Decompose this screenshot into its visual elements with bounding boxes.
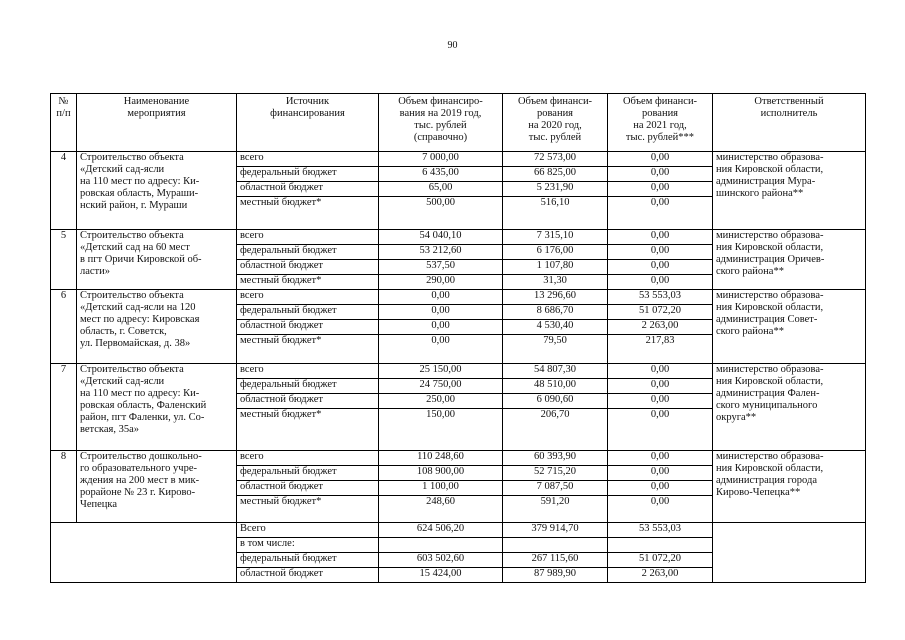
responsible-executor bbox=[713, 364, 866, 451]
amount-2019: 250,00 bbox=[379, 394, 503, 409]
responsible-line: ского района** bbox=[716, 326, 784, 337]
amount-2020: 5 231,90 bbox=[503, 182, 608, 197]
totals-label: в том числе: bbox=[237, 538, 379, 553]
amount-2020: 60 393,90 bbox=[503, 451, 608, 466]
table-row bbox=[51, 364, 866, 379]
amount-2020: 54 807,30 bbox=[503, 364, 608, 379]
totals-2021: 51 072,20 bbox=[608, 553, 713, 568]
amount-2019: 500,00 bbox=[379, 197, 503, 230]
responsible-executor bbox=[713, 290, 866, 364]
amount-2019: 537,50 bbox=[379, 260, 503, 275]
activity-name-line: ласти» bbox=[80, 266, 111, 277]
amount-2019: 24 750,00 bbox=[379, 379, 503, 394]
activity-name-line: ул. Первомайская, д. 38» bbox=[80, 338, 191, 349]
funding-source: областной бюджет bbox=[237, 394, 379, 409]
totals-2019: 15 424,00 bbox=[379, 568, 503, 583]
activity-name-line: на 110 мест по адресу: Ки- bbox=[80, 176, 200, 187]
amount-2020: 48 510,00 bbox=[503, 379, 608, 394]
activity-name bbox=[77, 290, 237, 364]
totals-2020: 87 989,90 bbox=[503, 568, 608, 583]
totals-2021: 53 553,03 bbox=[608, 523, 713, 538]
amount-2021: 0,00 bbox=[608, 152, 713, 167]
row-number: 5 bbox=[51, 230, 77, 290]
funding-source: областной бюджет bbox=[237, 320, 379, 335]
amount-2021: 0,00 bbox=[608, 260, 713, 275]
amount-2019: 53 212,60 bbox=[379, 245, 503, 260]
amount-2020: 52 715,20 bbox=[503, 466, 608, 481]
amount-2020: 79,50 bbox=[503, 335, 608, 364]
amount-2020: 6 176,00 bbox=[503, 245, 608, 260]
activity-name-line: ровская область, Фаленский bbox=[80, 400, 207, 411]
activity-name-line: ровская область, Мураши- bbox=[80, 188, 199, 199]
responsible-line: ского района** bbox=[716, 266, 784, 277]
table-row bbox=[51, 152, 866, 167]
funding-source: местный бюджет* bbox=[237, 197, 379, 230]
totals-2019 bbox=[379, 538, 503, 553]
amount-2019: 6 435,00 bbox=[379, 167, 503, 182]
amount-2021: 0,00 bbox=[608, 379, 713, 394]
activity-name-line: «Детский сад на 60 мест bbox=[80, 242, 190, 253]
amount-2021: 0,00 bbox=[608, 409, 713, 451]
amount-2019: 65,00 bbox=[379, 182, 503, 197]
totals-label: Всего bbox=[237, 523, 379, 538]
amount-2021: 51 072,20 bbox=[608, 305, 713, 320]
amount-2021: 0,00 bbox=[608, 394, 713, 409]
page-number: 90 bbox=[447, 40, 458, 51]
amount-2021: 2 263,00 bbox=[608, 320, 713, 335]
amount-2019: 248,60 bbox=[379, 496, 503, 523]
amount-2020: 206,70 bbox=[503, 409, 608, 451]
header-source: Источник финансирования bbox=[237, 94, 379, 152]
amount-2019: 7 000,00 bbox=[379, 152, 503, 167]
amount-2019: 54 040,10 bbox=[379, 230, 503, 245]
responsible-line: округа** bbox=[716, 412, 757, 423]
table-row bbox=[51, 290, 866, 305]
activity-name-line: «Детский сад-ясли на 120 bbox=[80, 302, 196, 313]
responsible-line: ния Кировской области, bbox=[716, 463, 824, 474]
row-number: 8 bbox=[51, 451, 77, 523]
amount-2020: 7 087,50 bbox=[503, 481, 608, 496]
responsible-line: министерство образова- bbox=[716, 364, 824, 375]
funding-source: всего bbox=[237, 290, 379, 305]
activity-name-line: «Детский сад-ясли bbox=[80, 164, 165, 175]
activity-name-line: ждения на 200 мест в мик- bbox=[80, 475, 200, 486]
amount-2021: 0,00 bbox=[608, 496, 713, 523]
funding-source: местный бюджет* bbox=[237, 496, 379, 523]
header-num: № п/п bbox=[51, 94, 77, 152]
amount-2019: 290,00 bbox=[379, 275, 503, 290]
table-row bbox=[51, 451, 866, 466]
amount-2019: 108 900,00 bbox=[379, 466, 503, 481]
totals-row bbox=[51, 523, 866, 538]
activity-name-line: район, пгт Фаленки, ул. Со- bbox=[80, 412, 205, 423]
amount-2020: 72 573,00 bbox=[503, 152, 608, 167]
activity-name-line: «Детский сад-ясли bbox=[80, 376, 165, 387]
amount-2019: 110 248,60 bbox=[379, 451, 503, 466]
responsible-line: министерство образова- bbox=[716, 152, 824, 163]
amount-2019: 0,00 bbox=[379, 305, 503, 320]
amount-2021: 0,00 bbox=[608, 245, 713, 260]
totals-2019: 603 502,60 bbox=[379, 553, 503, 568]
funding-source: местный бюджет* bbox=[237, 275, 379, 290]
activity-name-line: мест по адресу: Кировская bbox=[80, 314, 200, 325]
amount-2020: 4 530,40 bbox=[503, 320, 608, 335]
amount-2020: 7 315,10 bbox=[503, 230, 608, 245]
responsible-line: администрация города bbox=[716, 475, 817, 486]
amount-2019: 1 100,00 bbox=[379, 481, 503, 496]
amount-2021: 0,00 bbox=[608, 451, 713, 466]
activity-name-line: ветская, 35а» bbox=[80, 424, 140, 435]
row-number: 4 bbox=[51, 152, 77, 230]
responsible-line: ния Кировской области, bbox=[716, 164, 824, 175]
funding-source: федеральный бюджет bbox=[237, 167, 379, 182]
funding-source: местный бюджет* bbox=[237, 335, 379, 364]
funding-source: областной бюджет bbox=[237, 182, 379, 197]
funding-source: федеральный бюджет bbox=[237, 245, 379, 260]
activity-name-line: Строительство объекта bbox=[80, 364, 184, 375]
amount-2020: 591,20 bbox=[503, 496, 608, 523]
responsible-line: министерство образова- bbox=[716, 451, 824, 462]
responsible-line: министерство образова- bbox=[716, 230, 824, 241]
amount-2019: 25 150,00 bbox=[379, 364, 503, 379]
financing-table bbox=[50, 93, 866, 583]
responsible-line: ния Кировской области, bbox=[716, 376, 824, 387]
responsible-line: администрация Мура- bbox=[716, 176, 816, 187]
amount-2019: 0,00 bbox=[379, 320, 503, 335]
responsible-line: ния Кировской области, bbox=[716, 302, 824, 313]
amount-2021: 0,00 bbox=[608, 182, 713, 197]
funding-source: всего bbox=[237, 230, 379, 245]
row-number: 7 bbox=[51, 364, 77, 451]
totals-2020: 267 115,60 bbox=[503, 553, 608, 568]
header-responsible: Ответственный исполнитель bbox=[713, 94, 866, 152]
totals-2021: 2 263,00 bbox=[608, 568, 713, 583]
amount-2019: 0,00 bbox=[379, 290, 503, 305]
responsible-executor bbox=[713, 451, 866, 523]
activity-name-line: Строительство дошкольно- bbox=[80, 451, 202, 462]
funding-source: областной бюджет bbox=[237, 481, 379, 496]
totals-responsible-blank bbox=[713, 523, 866, 583]
amount-2021: 217,83 bbox=[608, 335, 713, 364]
responsible-line: шинского района** bbox=[716, 188, 804, 199]
amount-2021: 53 553,03 bbox=[608, 290, 713, 305]
responsible-line: Кирово-Чепецка** bbox=[716, 487, 801, 498]
amount-2021: 0,00 bbox=[608, 481, 713, 496]
totals-2020 bbox=[503, 538, 608, 553]
activity-name-line: в пгт Оричи Кировской об- bbox=[80, 254, 202, 265]
amount-2021: 0,00 bbox=[608, 364, 713, 379]
activity-name-line: область, г. Советск, bbox=[80, 326, 167, 337]
activity-name-line: го образовательного учре- bbox=[80, 463, 197, 474]
activity-name-line: на 110 мест по адресу: Ки- bbox=[80, 388, 200, 399]
amount-2020: 516,10 bbox=[503, 197, 608, 230]
activity-name bbox=[77, 364, 237, 451]
funding-source: всего bbox=[237, 451, 379, 466]
activity-name-line: Чепецка bbox=[80, 499, 117, 510]
activity-name bbox=[77, 152, 237, 230]
responsible-executor bbox=[713, 230, 866, 290]
header-2019: Объем финансиро- вания на 2019 год, тыс. рублей (справочно) bbox=[379, 94, 503, 152]
funding-source: федеральный бюджет bbox=[237, 305, 379, 320]
funding-source: областной бюджет bbox=[237, 260, 379, 275]
responsible-line: министерство образова- bbox=[716, 290, 824, 301]
amount-2020: 66 825,00 bbox=[503, 167, 608, 182]
amount-2020: 1 107,80 bbox=[503, 260, 608, 275]
responsible-line: ния Кировской области, bbox=[716, 242, 824, 253]
responsible-line: администрация Оричев- bbox=[716, 254, 825, 265]
amount-2019: 150,00 bbox=[379, 409, 503, 451]
funding-source: местный бюджет* bbox=[237, 409, 379, 451]
amount-2020: 13 296,60 bbox=[503, 290, 608, 305]
amount-2021: 0,00 bbox=[608, 197, 713, 230]
activity-name-line: Строительство объекта bbox=[80, 152, 184, 163]
activity-name-line: Строительство объекта bbox=[80, 230, 184, 241]
activity-name-line: рорайоне № 23 г. Кирово- bbox=[80, 487, 196, 498]
amount-2019: 0,00 bbox=[379, 335, 503, 364]
amount-2021: 0,00 bbox=[608, 167, 713, 182]
activity-name bbox=[77, 230, 237, 290]
header-name: Наименование мероприятия bbox=[77, 94, 237, 152]
amount-2021: 0,00 bbox=[608, 466, 713, 481]
table-row bbox=[51, 230, 866, 245]
totals-label: федеральный бюджет bbox=[237, 553, 379, 568]
funding-source: всего bbox=[237, 364, 379, 379]
activity-name-line: нский район, г. Мураши bbox=[80, 200, 188, 211]
totals-2021 bbox=[608, 538, 713, 553]
totals-label: областной бюджет bbox=[237, 568, 379, 583]
responsible-line: администрация Совет- bbox=[716, 314, 818, 325]
header-2021: Объем финанси- рования на 2021 год, тыс. рублей*** bbox=[608, 94, 713, 152]
responsible-line: администрация Фален- bbox=[716, 388, 820, 399]
header-row bbox=[51, 94, 866, 152]
header-2020: Объем финанси- рования на 2020 год, тыс. рублей bbox=[503, 94, 608, 152]
amount-2021: 0,00 bbox=[608, 230, 713, 245]
activity-name bbox=[77, 451, 237, 523]
amount-2020: 6 090,60 bbox=[503, 394, 608, 409]
amount-2021: 0,00 bbox=[608, 275, 713, 290]
totals-2020: 379 914,70 bbox=[503, 523, 608, 538]
responsible-line: ского муниципального bbox=[716, 400, 818, 411]
activity-name-line: Строительство объекта bbox=[80, 290, 184, 301]
amount-2020: 8 686,70 bbox=[503, 305, 608, 320]
totals-2019: 624 506,20 bbox=[379, 523, 503, 538]
totals-blank bbox=[51, 523, 237, 583]
funding-source: федеральный бюджет bbox=[237, 379, 379, 394]
funding-source: федеральный бюджет bbox=[237, 466, 379, 481]
row-number: 6 bbox=[51, 290, 77, 364]
funding-source: всего bbox=[237, 152, 379, 167]
responsible-executor bbox=[713, 152, 866, 230]
amount-2020: 31,30 bbox=[503, 275, 608, 290]
